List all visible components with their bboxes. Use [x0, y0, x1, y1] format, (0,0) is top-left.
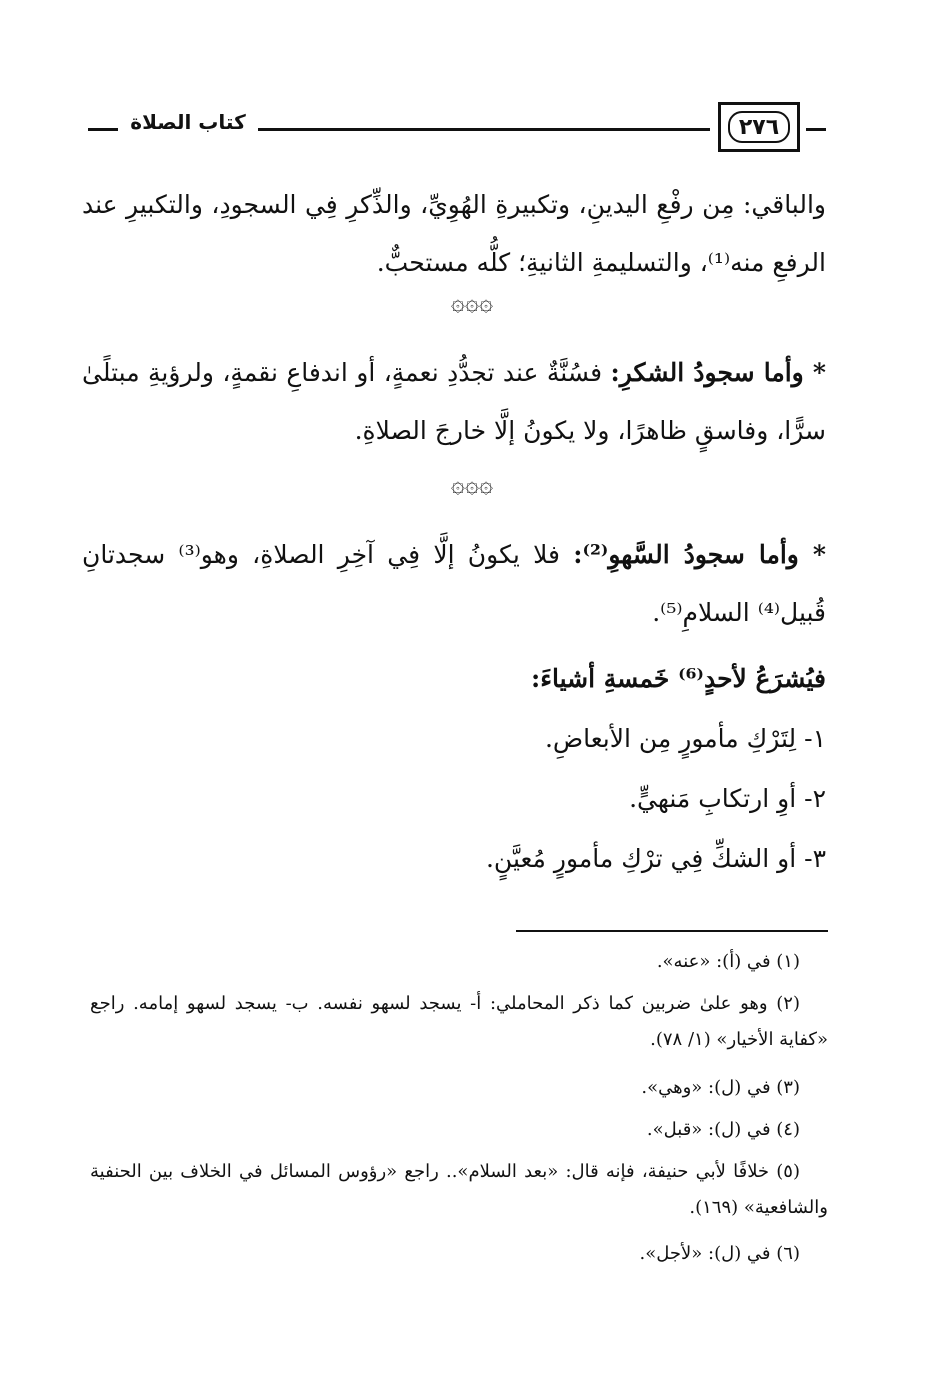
page-number: ٢٧٦ — [728, 111, 790, 143]
section-ornament: ۞۞۞ — [450, 470, 494, 498]
heading-prostration-of-forgetfulness: * وأما سجودُ السَّهوِ⁽²⁾: — [573, 540, 826, 569]
footnote: (٤) في (ل): «قبل». — [646, 1119, 800, 1140]
footnote: (٣) في (ل): «وهي». — [641, 1077, 800, 1098]
heading-prostration-of-thanks: * وأما سجودُ الشكرِ: — [610, 358, 826, 387]
paragraph-prostration-of-forgetfulness — [82, 526, 826, 642]
page-header — [0, 100, 944, 160]
paragraph-prostration-of-thanks — [82, 344, 826, 460]
paragraph-recommended-acts: والباقي: مِن رفْعِ اليدينِ، وتكبيرةِ الهُوِيِّ، والذِّكرِ فِي السجودِ، والتكبيرِ عند الرفعِ منه⁽¹⁾، والتسليمةِ الثانيةِ؛ كلُّه مستحبٌّ. — [82, 190, 826, 277]
page-number-frame — [718, 102, 800, 152]
footnote: (٦) في (ل): «لأجل». — [639, 1243, 800, 1264]
header-rule — [258, 128, 710, 131]
footnote: (٥) خلافًا لأبي حنيفة، فإنه قال: «بعد السلام».. راجع «رؤوس المسائل في الخلاف بين الحنفية والشافعية» (١٦٩). — [90, 1161, 828, 1218]
header-rule-left — [88, 128, 118, 131]
list-item: ١- لِتَرْكِ مأمورٍ مِن الأبعاضِ. — [544, 724, 826, 753]
header-rule-right — [806, 128, 826, 131]
paragraph-text: فلا يكونُ إلَّا فِي آخِرِ الصلاةِ، وهو⁽³⁾ سجدتانِ قُبيل⁽⁴⁾ السلامِ⁽⁵⁾. — [82, 540, 826, 627]
paragraph-text: فسُنَّةٌ عند تجدُّدِ نعمةٍ، أو اندفاعِ نقمةٍ، ولرؤيةِ مبتلًىٰ سرًّا، وفاسقٍ ظاهرًا، ولا يكونُ إلَّا خارجَ الصلاةِ. — [82, 358, 826, 445]
list-item: ٣- أو الشكِّ فِي ترْكِ مأمورٍ مُعيَّنٍ. — [485, 844, 826, 873]
running-title: كتاب الصلاة — [130, 110, 246, 134]
list-item: ٢- أوِ ارتكابِ مَنهيٍّ. — [629, 784, 826, 813]
section-ornament: ۞۞۞ — [450, 288, 494, 316]
list-intro: فيُشرَعُ لأحدٍ⁽⁶⁾ خَمسةِ أشياءَ: — [531, 664, 826, 693]
footnote: (١) في (أ): «عنه». — [656, 951, 800, 972]
footnote: (٢) وهو علىٰ ضربين كما ذكر المحاملي: أ- يسجد لسهو نفسه. ب- يسجد لسهو إمامه. راجع «كفاية الأخيار» (١/ ٧٨). — [90, 993, 828, 1050]
footnote-separator — [516, 930, 828, 932]
